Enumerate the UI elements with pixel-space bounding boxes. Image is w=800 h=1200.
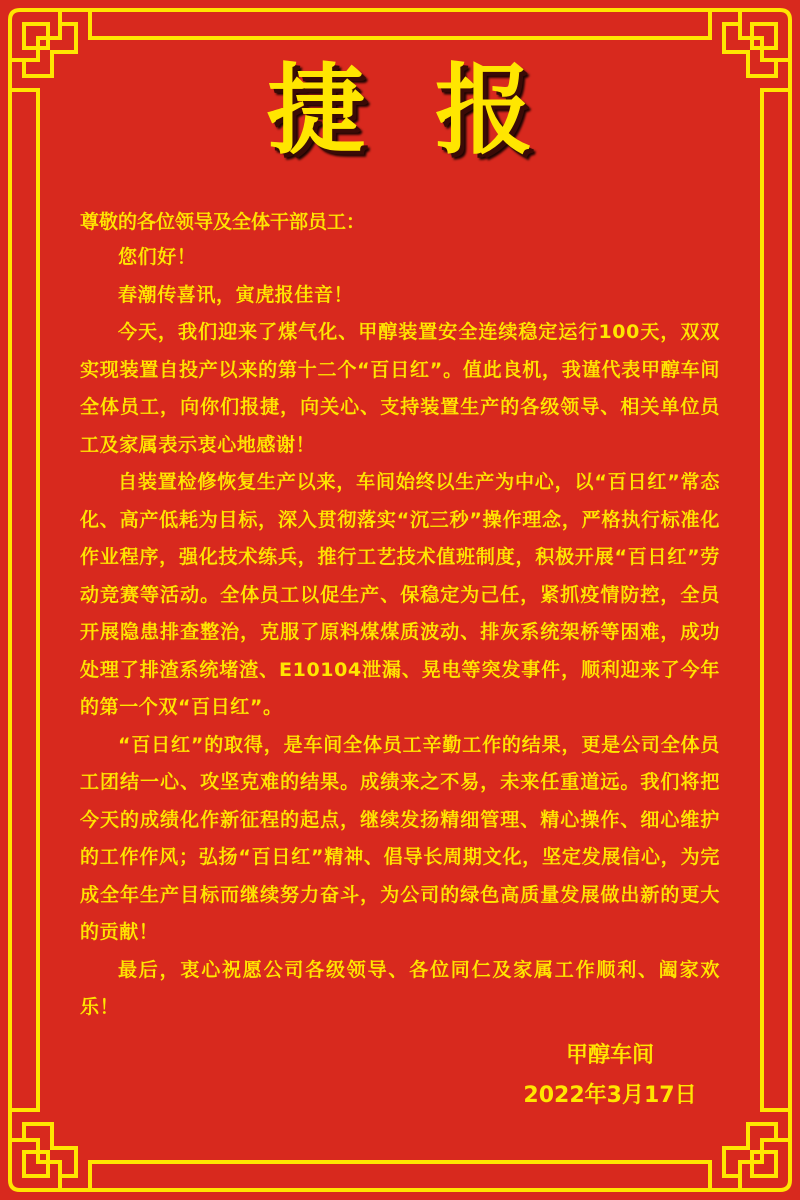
opening-paragraph: 春潮传喜讯，寅虎报佳音！ (118, 283, 354, 306)
signature-block (500, 1036, 720, 1116)
signature-department: 甲醇车间 (565, 1043, 654, 1068)
salutation: 尊敬的各位领导及全体干部员工： (80, 211, 366, 233)
page-title: 捷报 (266, 54, 603, 168)
achievement-paragraph: 自装置检修恢复生产以来，车间始终以生产为中心，以“百日红”常态化、高产低耗为目标，深入贯彻落实“沉三秒”操作理念，严格执行标准化作业程序，强化技术练兵，推行工艺技术值班制度，积极开展“百日红”劳动竞赛等活动。全体员工以促生产、保稳定为己任，紧抓疫情防控，全员开展隐患排查整治，克服了原料煤煤质波动、排灰系统架桥等困难，成功处理了排渣系统堵渣、E10104泄漏、晃电等突发事件，顺利迎来了今年的第一个双“百日红”。 (80, 471, 720, 718)
announcement-paragraph: 今天，我们迎来了煤气化、甲醇装置安全连续稳定运行100天，双双实现装置自投产以来的第十二个“百日红”。值此良机，我谨代表甲醇车间全体员工，向你们报捷，向关心、支持装置生产的各级领导、相关单位员工及家属表示衷心地感谢！ (80, 321, 720, 456)
closing-paragraph: 最后，衷心祝愿公司各级领导、各位同仁及家属工作顺利、阖家欢乐！ (80, 958, 720, 1018)
signature-date: 2022年3月17日 (523, 1083, 697, 1108)
greeting-paragraph: 您们好！ (118, 246, 197, 268)
letter-body (80, 239, 720, 1027)
outlook-paragraph: “百日红”的取得，是车间全体员工辛勤工作的结果，更是公司全体员工团结一心、攻坚克难的结果。成绩来之不易，未来任重道远。我们将把今天的成绩化作新征程的起点，继续发扬精细管理、精心操作、细心维护的工作作风；弘扬“百日红”精神、倡导长周期文化，坚定发展信心，为完成全年生产目标而继续努力奋斗，为公司的绿色高质量发展做出新的更大的贡献！ (80, 733, 720, 943)
